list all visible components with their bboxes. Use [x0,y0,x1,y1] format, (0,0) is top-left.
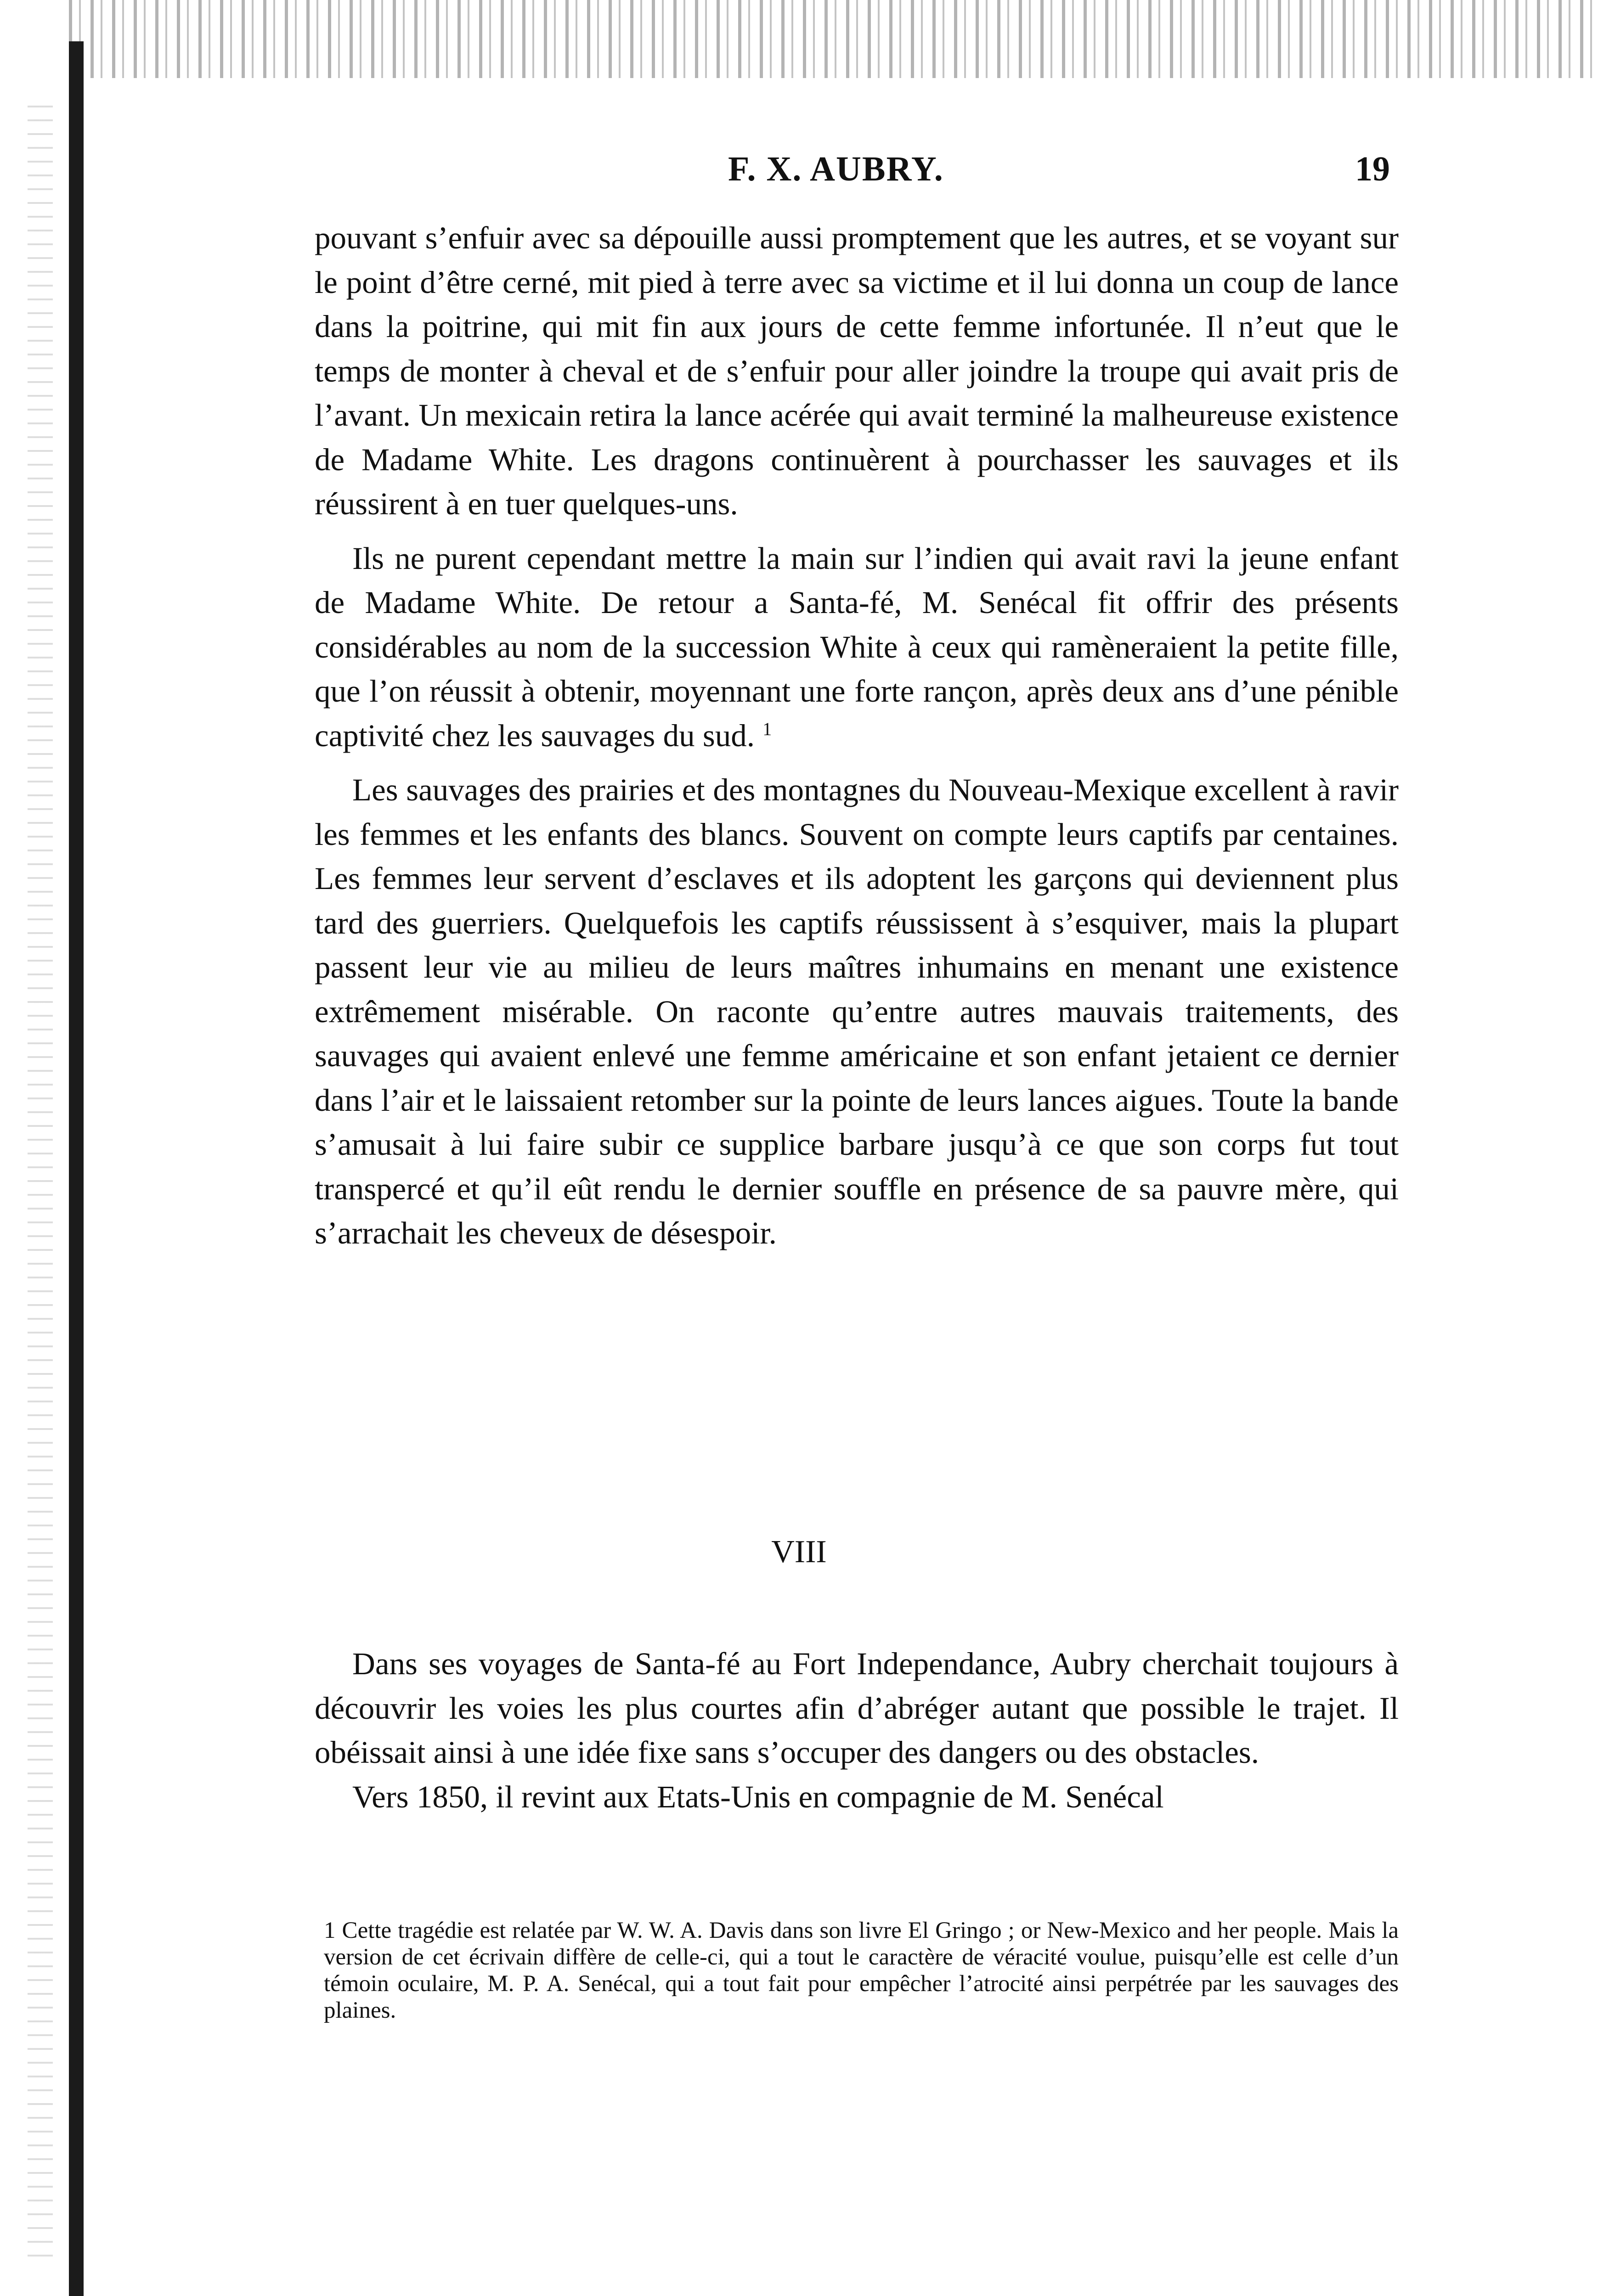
scan-binding-edge [69,41,84,2296]
body-paragraph-2-text: Ils ne purent cependant mettre la main sur l’indien qui avait ravi la jeune enfant de Madame White. De retour a Santa-fé, M. Senécal fit offrir des présents considérables au nom de la succession White à ceux qui ramèneraient la petite fille, que l’on réussit à obtenir, moyennant une forte rançon, après deux ans d’une pénible captivité chez les sauvages du sud. [315,540,1399,753]
body-text [315,216,1399,1255]
chapter-text [315,1642,1399,1819]
chapter-heading: VIII [771,1534,827,1570]
scan-left-shadow [28,106,53,2264]
footnote-reference: 1 [762,718,772,739]
scan-top-edge [69,0,1598,78]
chapter-paragraph-2: Vers 1850, il revint aux Etats-Unis en compagnie de M. Senécal [352,1779,1164,1814]
chapter-paragraph-1: Dans ses voyages de Santa-fé au Fort Independance, Aubry cherchait toujours à découvrir les voies les plus courtes afin d’abréger autant que possible le trajet. Il obéissait ainsi à une idée fixe sans s’occuper des dangers ou des obstacles. [315,1646,1399,1770]
body-paragraph-3: Les sauvages des prairies et des montagnes du Nouveau-Mexique excellent à ravir les femmes et les enfants des blancs. Souvent on compte leurs captifs par centaines. Les femmes leur servent d’esclaves et ils adoptent les garçons qui deviennent plus tard des guerriers. Quelquefois les captifs réussissent à s’esquiver, mais la plupart passent leur vie au milieu de leurs maîtres inhumains en menant une existence extrêmement misérable. On raconte qu’entre autres mauvais traitements, des sauvages qui avaient enlevé une femme américaine et son enfant jetaient ce dernier dans l’air et le laissaient retomber sur la pointe de leurs lances aigues. Toute la bande s’amusait à lui faire subir ce supplice barbare jusqu’à ce que son corps fut tout transpercé et qu’il eût rendu le dernier souffle en présence de sa pauvre mère, qui s’arrachait les cheveux de désespoir. [315,772,1399,1250]
body-paragraph-1: pouvant s’enfuir avec sa dépouille aussi promptement que les autres, et se voyant sur le point d’être cerné, mit pied à terre avec sa victime et il lui donna un coup de lance dans la poitrine, qui mit fin aux jours de cette femme infortunée. Il n’eut que le temps de monter à cheval et de s’enfuir pour aller joindre la troupe qui avait pris de l’avant. Un mexicain retira la lance acérée qui avait terminé la malheureuse existence de Madame White. Les dragons continuèrent à pourchasser les sauvages et ils réussirent à en tuer quelques-uns. [315,220,1399,521]
footnote: 1 Cette tragédie est relatée par W. W. A. Davis dans son livre El Gringo ; or New-Mexico and her people. Mais la version de cet écrivain diffère de celle-ci, qui a tout le caractère de véracité voulue, puisqu’elle est celle d’un témoin oculaire, M. P. A. Senécal, qui a tout fait pour empêcher l’atrocité ainsi perpétrée par les sauvages des plaines. [324,1918,1399,2023]
page-number: 19 [1355,150,1390,188]
running-head-title: F. X. AUBRY. [728,150,944,188]
body-paragraph-2 [315,536,1399,758]
running-head [0,149,1598,200]
